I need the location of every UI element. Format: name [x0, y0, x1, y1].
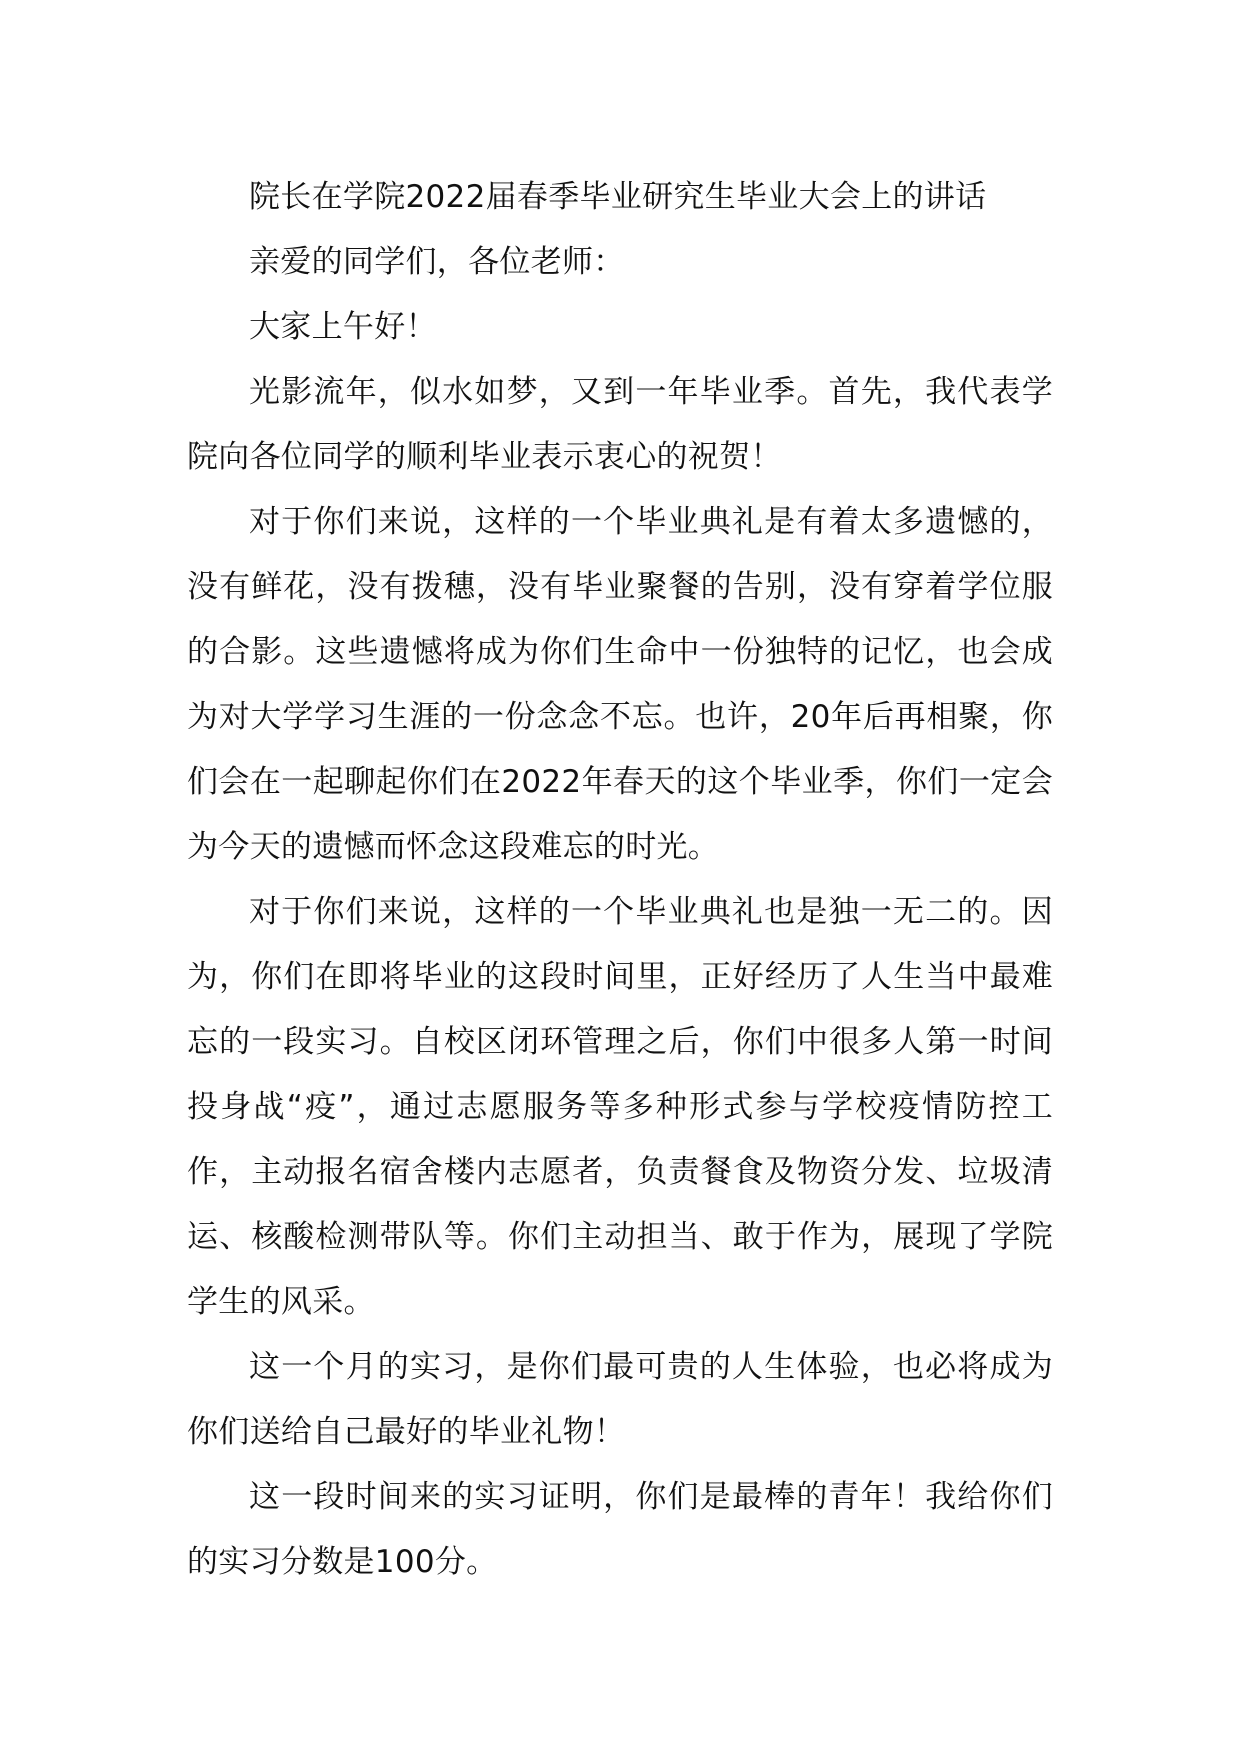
paragraph: 光影流年，似水如梦，又到一年毕业季。首先，我代表学院向各位同学的顺利毕业表示衷心的祝贺！	[187, 374, 1053, 475]
document-title: 院长在学院2022届春季毕业研究生毕业大会上的讲话	[249, 179, 987, 215]
paragraph: 对于你们来说，这样的一个毕业典礼是有着太多遗憾的，没有鲜花，没有拨穗，没有毕业聚餐的告别，没有穿着学位服的合影。这些遗憾将成为你们生命中一份独特的记忆，也会成为对大学学习生涯的一份念念不忘。也许，20年后再相聚，你们会在一起聊起你们在2022年春天的这个毕业季，你们一定会为今天的遗憾而怀念这段难忘的时光。	[187, 504, 1053, 865]
salutation: 亲爱的同学们，各位老师：	[249, 244, 625, 280]
paragraph: 这一段时间来的实习证明，你们是最棒的青年！我给你们的实习分数是100分。	[187, 1479, 1053, 1580]
document-body	[187, 165, 1053, 1595]
greeting: 大家上午好！	[249, 309, 437, 345]
paragraph: 对于你们来说，这样的一个毕业典礼也是独一无二的。因为，你们在即将毕业的这段时间里，正好经历了人生当中最难忘的一段实习。自校区闭环管理之后，你们中很多人第一时间投身战“疫”，通过志愿服务等多种形式参与学校疫情防控工作，主动报名宿舍楼内志愿者，负责餐食及物资分发、垃圾清运、核酸检测带队等。你们主动担当、敢于作为，展现了学院学生的风采。	[187, 894, 1053, 1320]
paragraph: 这一个月的实习，是你们最可贵的人生体验，也必将成为你们送给自己最好的毕业礼物！	[187, 1349, 1053, 1450]
